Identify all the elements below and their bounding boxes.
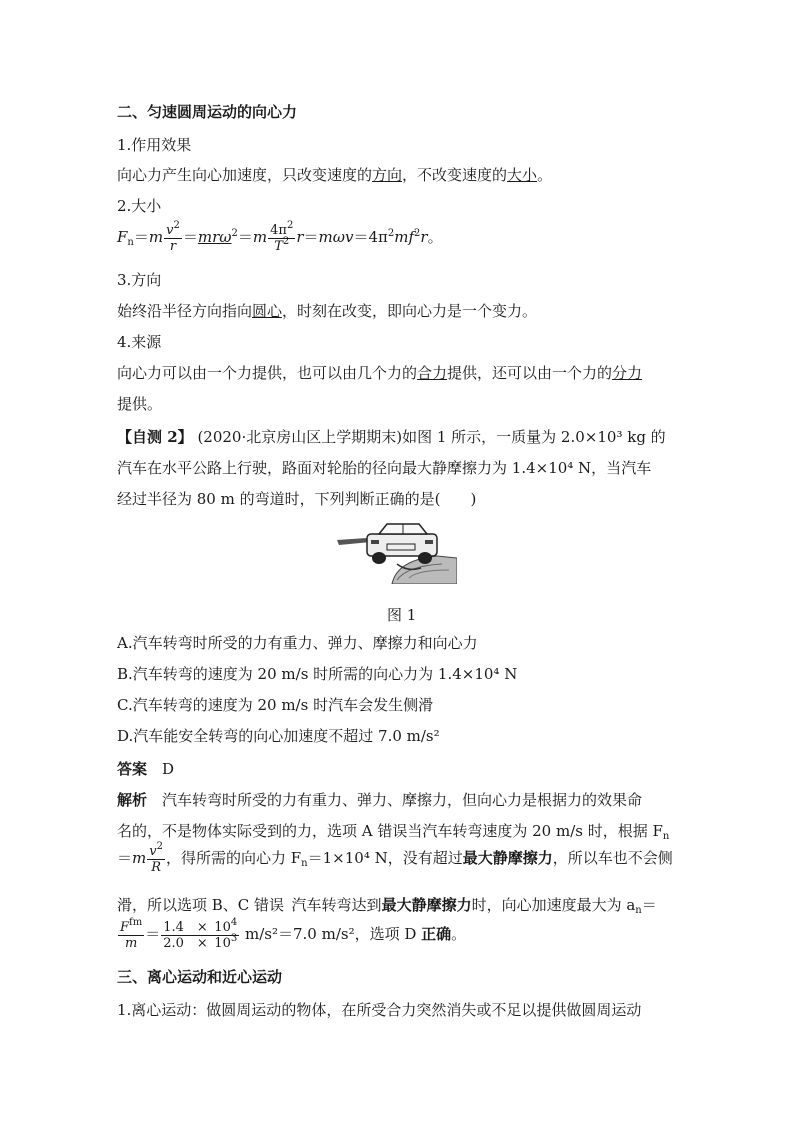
option-b: B.汽车转弯的速度为 20 m/s 时所需的向心力为 1.4×10⁴ N (117, 665, 518, 683)
question-line-3: 经过半径为 80 m 的弯道时，下列判断正确的是( ) (117, 490, 477, 508)
blank-center: 圆心 (252, 302, 283, 320)
paragraph-source: 向心力可以由一个力提供，也可以由几个力的合力提供，还可以由一个力的分力 (117, 364, 643, 382)
paragraph-source-cont: 提供。 (117, 395, 163, 413)
answer-label: 答案 (117, 760, 148, 778)
analysis-label: 解析 (117, 791, 148, 809)
option-c: C.汽车转弯的速度为 20 m/s 时汽车会发生侧滑 (117, 696, 434, 714)
option-d: D.汽车能安全转弯的向心加速度不超过 7.0 m/s² (117, 727, 440, 745)
analysis-line-5: $\frac{F^{fm}}{m}$ ＝ $\frac{1.4 \times 10^4}{2.0 \times 10^3}$ m/s²＝7.0 m/s²，选项 D 正确。 (120, 916, 467, 951)
answer-value: D (162, 760, 175, 778)
blank-resultant: 合力 (417, 364, 448, 382)
blank-component: 分力 (612, 364, 643, 382)
heading-magnitude: 2.大小 (117, 197, 162, 215)
selftest-tag: 【自测 2】 (117, 428, 193, 446)
car-turning-figure (337, 520, 457, 584)
question-line-1: 【自测 2】 (2020·北京房山区上学期期末)如图 1 所示，一质量为 2.0×10³ kg 的 (117, 428, 666, 446)
question-line-2: 汽车在水平公路上行驶，路面对轮胎的径向最大静摩擦力为 1.4×10⁴ N，当汽车 (117, 459, 652, 477)
section-title: 二、匀速圆周运动的向心力 (117, 103, 298, 121)
analysis-line-3: ＝m $\frac{v^2}{R}$ ，得所需的向心力 $F_n=1\times 10^4$ N，没有超过最大静摩擦力，所以车也不会侧 (117, 840, 673, 875)
heading-source: 4.来源 (117, 333, 162, 351)
analysis-line-1: 解析 汽车转弯时所受的力有重力、弹力、摩擦力，但向心力是根据力的效果命 (117, 791, 643, 809)
heading-direction: 3.方向 (117, 271, 162, 289)
option-a: A.汽车转弯时所受的力有重力、弹力、摩擦力和向心力 (117, 634, 478, 652)
heading-effect: 1.作用效果 (117, 136, 192, 154)
section3-paragraph: 1.离心运动：做圆周运动的物体，在所受合力突然消失或不足以提供做圆周运动 (117, 1001, 642, 1019)
blank-magnitude: 大小 (507, 166, 538, 184)
formula-centripetal-force: $F_n=m$ $\frac{v^2}{r}$ ＝mrω$^2$＝m $\frac{4\pi^2}{T^2}$ $r=m\omega v=4\pi^2mf^2r$。 (117, 219, 443, 254)
answer-line (117, 759, 174, 779)
analysis-line-2: 名的，不是物体实际受到的力，选项 A 错误当汽车转弯速度为 20 m/s 时，根据 $F_n$ (117, 822, 670, 842)
paragraph-direction: 始终沿半径方向指向圆心，时刻在改变，即向心力是一个变力。 (117, 302, 538, 320)
analysis-line-4: 滑，所以选项 B、C 错误 汽车转弯达到最大静摩擦力时，向心加速度最大为 $a_n=$ (117, 896, 657, 916)
blank-direction: 方向 (372, 166, 403, 184)
figure-caption: 图 1 (387, 606, 417, 624)
section3-title: 三、离心运动和近心运动 (117, 968, 283, 986)
paragraph-effect: 向心力产生向心加速度，只改变速度的方向，不改变速度的大小。 (117, 166, 553, 184)
